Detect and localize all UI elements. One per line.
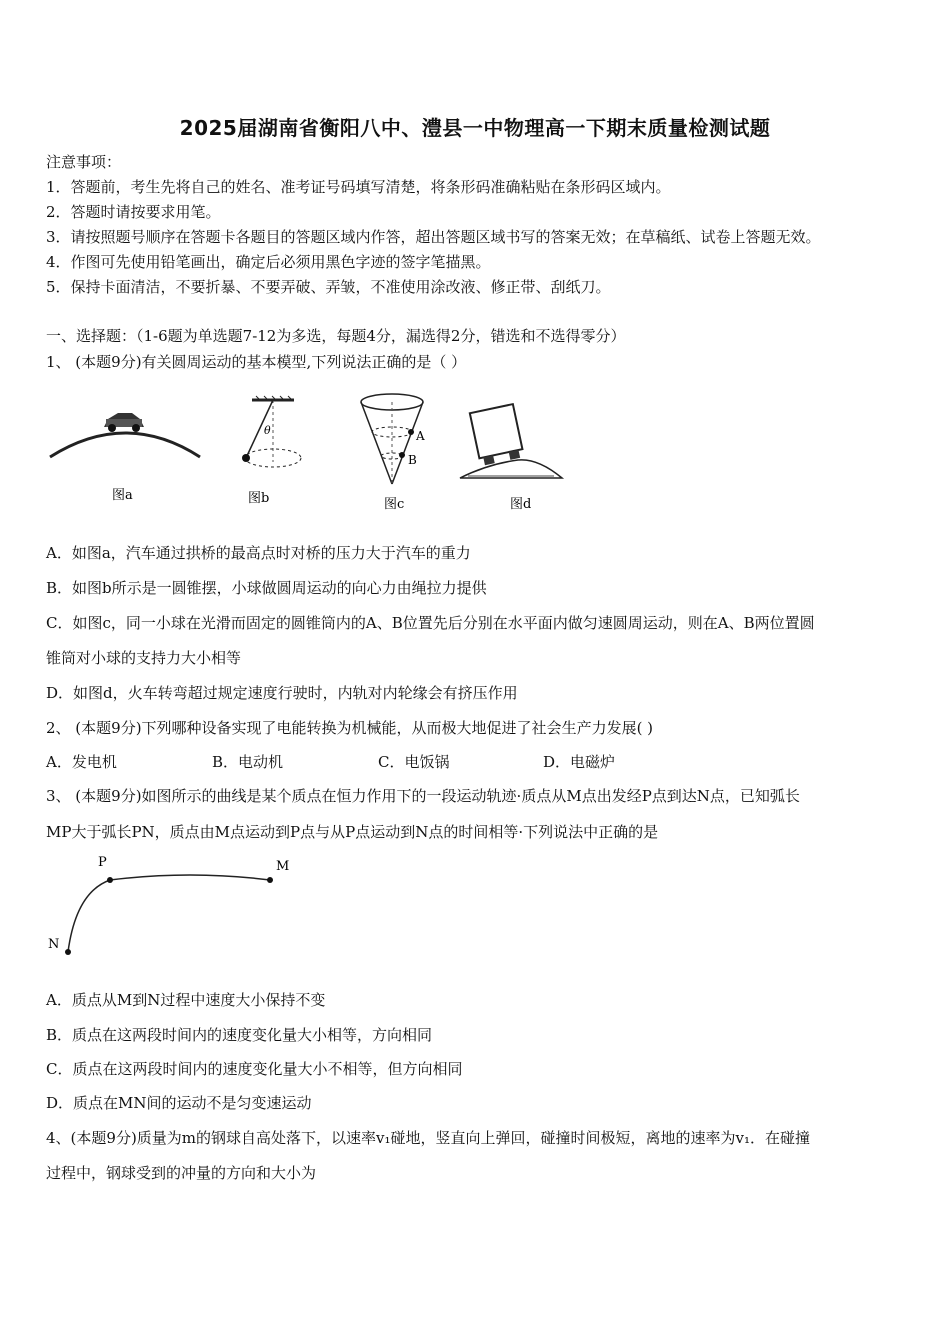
point-p: [107, 877, 113, 883]
point-a-label: A: [416, 429, 425, 443]
q4-stem-cont: 过程中，钢球受到的冲量的方向和大小为: [46, 1164, 317, 1182]
trajectory-curve: [68, 875, 270, 952]
q2-option-d: D．电磁炉: [543, 753, 616, 771]
theta-label: θ: [264, 424, 271, 437]
q1-stem: 1、 (本题9分)有关圆周运动的基本模型,下列说法正确的是（ ）: [46, 353, 467, 371]
q3-stem-cont: MP大于弧长PN，质点由M点运动到P点与从P点运动到N点的时间相等·下列说法中正确的是: [46, 823, 659, 841]
q3-option-c: C．质点在这两段时间内的速度变化量大小不相等，但方向相同: [46, 1060, 463, 1078]
notice-item: 3．请按照题号顺序在答题卡各题目的答题区域内作答，超出答题区域书写的答案无效；在草稿纸、试卷上答题无效。: [46, 228, 821, 246]
q1-option-d: D．如图d，火车转弯超过规定速度行驶时，内轨对内轮缘会有挤压作用: [46, 684, 518, 702]
q3-trajectory-figure: [40, 850, 300, 962]
car-icon: [104, 413, 144, 432]
arch-bridge: [50, 433, 200, 457]
q1-option-c: C．如图c，同一小球在光滑而固定的圆锥筒内的A、B位置先后分别在水平面内做匀速圆周运动，则在A、B两位置圆: [46, 614, 815, 632]
point-b-label: B: [408, 453, 417, 467]
figure-a-label: 图a: [112, 488, 133, 503]
q4-stem: 4、(本题9分)质量为m的钢球自高处落下，以速率v₁碰地，竖直向上弹回，碰撞时间极短，离地的速率为v₁．在碰撞: [46, 1129, 810, 1147]
q1-option-c-cont: 锥筒对小球的支持力大小相等: [46, 649, 242, 667]
figure-c-label: 图c: [384, 497, 405, 512]
point-m: [267, 877, 273, 883]
q2-stem: 2、 (本题9分)下列哪种设备实现了电能转换为机械能，从而极大地促进了社会生产力发展( ): [46, 719, 654, 737]
figure-b-label: 图b: [248, 491, 270, 506]
q3-option-b: B．质点在这两段时间内的速度变化量大小相等，方向相同: [46, 1026, 433, 1044]
notice-heading: 注意事项：: [46, 153, 122, 171]
figure-c: [352, 388, 442, 518]
notice-item: 2．答题时请按要求用笔。: [46, 203, 221, 221]
notice-item: 1．答题前，考生先将自己的姓名、准考证号码填写清楚，将条形码准确粘贴在条形码区域内。: [46, 178, 671, 196]
q3-option-a: A．质点从M到N过程中速度大小保持不变: [46, 991, 326, 1009]
figure-a: [46, 395, 206, 515]
figure-b: [228, 392, 318, 516]
q2-option-b: B．电动机: [212, 753, 284, 771]
page-title: 2025届湖南省衡阳八中、澧县一中物理高一下期末质量检测试题: [179, 116, 771, 140]
point-m-label: M: [276, 859, 290, 874]
q3-stem: 3、 (本题9分)如图所示的曲线是某个质点在恒力作用下的一段运动轨迹·质点从M点出发经P点到达N点，已知弧长: [46, 787, 800, 805]
circular-path: [245, 449, 301, 467]
q2-option-c: C．电饭锅: [378, 753, 450, 771]
point-n: [65, 949, 71, 955]
q1-option-b: B．如图b所示是一圆锥摆，小球做圆周运动的向心力由绳拉力提供: [46, 579, 487, 597]
figure-d: [458, 400, 578, 518]
q2-option-a: A．发电机: [46, 753, 117, 771]
pendulum-ball: [242, 454, 250, 462]
banked-track: [460, 460, 562, 478]
section-heading: 一、选择题：（1-6题为单选题7-12为多选，每题4分，漏选得2分，错选和不选得零分）: [46, 327, 626, 345]
notice-item: 5．保持卡面清洁，不要折暴、不要弄破、弄皱，不准使用涂改液、修正带、刮纸刀。: [46, 278, 611, 296]
q3-option-d: D．质点在MN间的运动不是匀变速运动: [46, 1094, 312, 1112]
notice-item: 4．作图可先使用铅笔画出，确定后必须用黑色字迹的签字笔描黑。: [46, 253, 491, 271]
q1-option-a: A．如图a，汽车通过拱桥的最高点时对桥的压力大于汽车的重力: [46, 544, 471, 562]
point-n-label: N: [48, 937, 60, 952]
train-car-icon: [470, 404, 524, 466]
point-p-label: P: [98, 855, 107, 870]
figure-d-label: 图d: [510, 497, 532, 512]
